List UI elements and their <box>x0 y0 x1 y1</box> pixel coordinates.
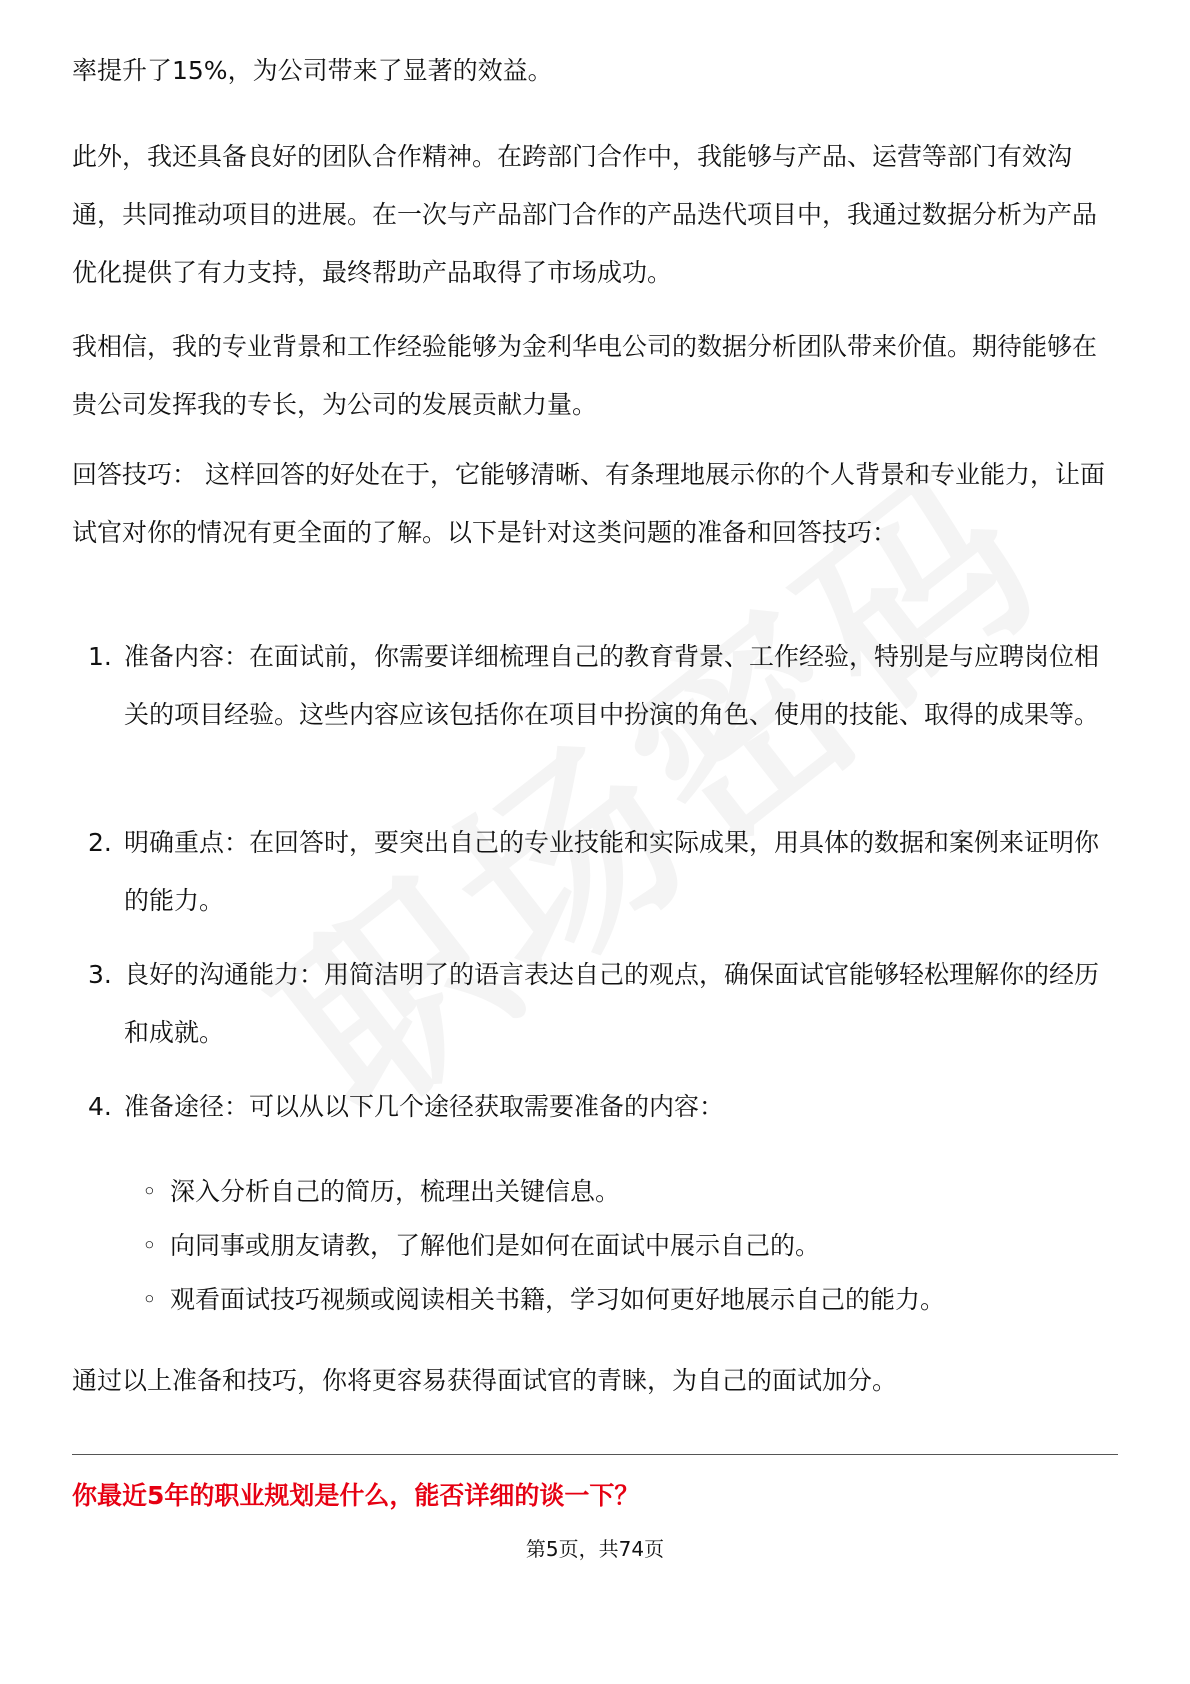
list-item-text: 良好的沟通能力：用简洁明了的语言表达自己的观点，确保面试官能够轻松理解你的经历和成就。 <box>124 960 1100 1047</box>
list-item-text: 明确重点：在回答时，要突出自己的专业技能和实际成果，用具体的数据和案例来证明你的能力。 <box>124 828 1100 915</box>
bullet-icon: ◦ <box>142 1177 157 1206</box>
bullet-list-item <box>142 1168 1102 1216</box>
paragraph: 我相信，我的专业背景和工作经验能够为金利华电公司的数据分析团队带来价值。期待能够在贵公司发挥我的专长，为公司的发展贡献力量。 <box>72 332 1098 419</box>
paragraph: 率提升了15%，为公司带来了显著的效益。 <box>72 56 553 85</box>
bullet-text: 观看面试技巧视频或阅读相关书籍，学习如何更好地展示自己的能力。 <box>170 1285 946 1314</box>
bullet-list-item <box>142 1276 1102 1324</box>
answer-tips-paragraph: 回答技巧： 这样回答的好处在于，它能够清晰、有条理地展示你的个人背景和专业能力，让面试官对你的情况有更全面的了解。以下是针对这类问题的准备和回答技巧： <box>72 460 1105 547</box>
list-item-text: 准备内容：在面试前，你需要详细梳理自己的教育背景、工作经验，特别是与应聘岗位相关的项目经验。这些内容应该包括你在项目中扮演的角色、使用的技能、取得的成果等。 <box>124 642 1100 729</box>
ordered-list-item <box>72 814 1118 930</box>
list-number: 2. <box>88 828 112 857</box>
list-item-text: 准备途径：可以从以下几个途径获取需要准备的内容： <box>124 1092 725 1121</box>
ordered-list-item <box>72 1078 1118 1136</box>
divider <box>72 1454 1118 1455</box>
bullet-icon: ◦ <box>142 1231 157 1260</box>
next-question-heading: 你最近5年的职业规划是什么，能否详细的谈一下？ <box>72 1481 640 1510</box>
ordered-list-item <box>72 628 1118 744</box>
list-number: 3. <box>88 960 112 989</box>
bullet-icon: ◦ <box>142 1285 157 1314</box>
ordered-list-item <box>72 946 1118 1062</box>
paragraph: 此外，我还具备良好的团队合作精神。在跨部门合作中，我能够与产品、运营等部门有效沟通，共同推动项目的进展。在一次与产品部门合作的产品迭代项目中，我通过数据分析为产品优化提供了有力支持，最终帮助产品取得了市场成功。 <box>72 142 1098 287</box>
page-number: 第5页，共74页 <box>525 1537 665 1561</box>
list-number: 4. <box>88 1092 112 1121</box>
bullet-list-item <box>142 1222 1102 1270</box>
closing-paragraph: 通过以上准备和技巧，你将更容易获得面试官的青睐，为自己的面试加分。 <box>72 1366 898 1395</box>
bullet-text: 深入分析自己的简历，梳理出关键信息。 <box>170 1177 621 1206</box>
list-number: 1. <box>88 642 112 671</box>
bullet-text: 向同事或朋友请教，了解他们是如何在面试中展示自己的。 <box>170 1231 821 1260</box>
